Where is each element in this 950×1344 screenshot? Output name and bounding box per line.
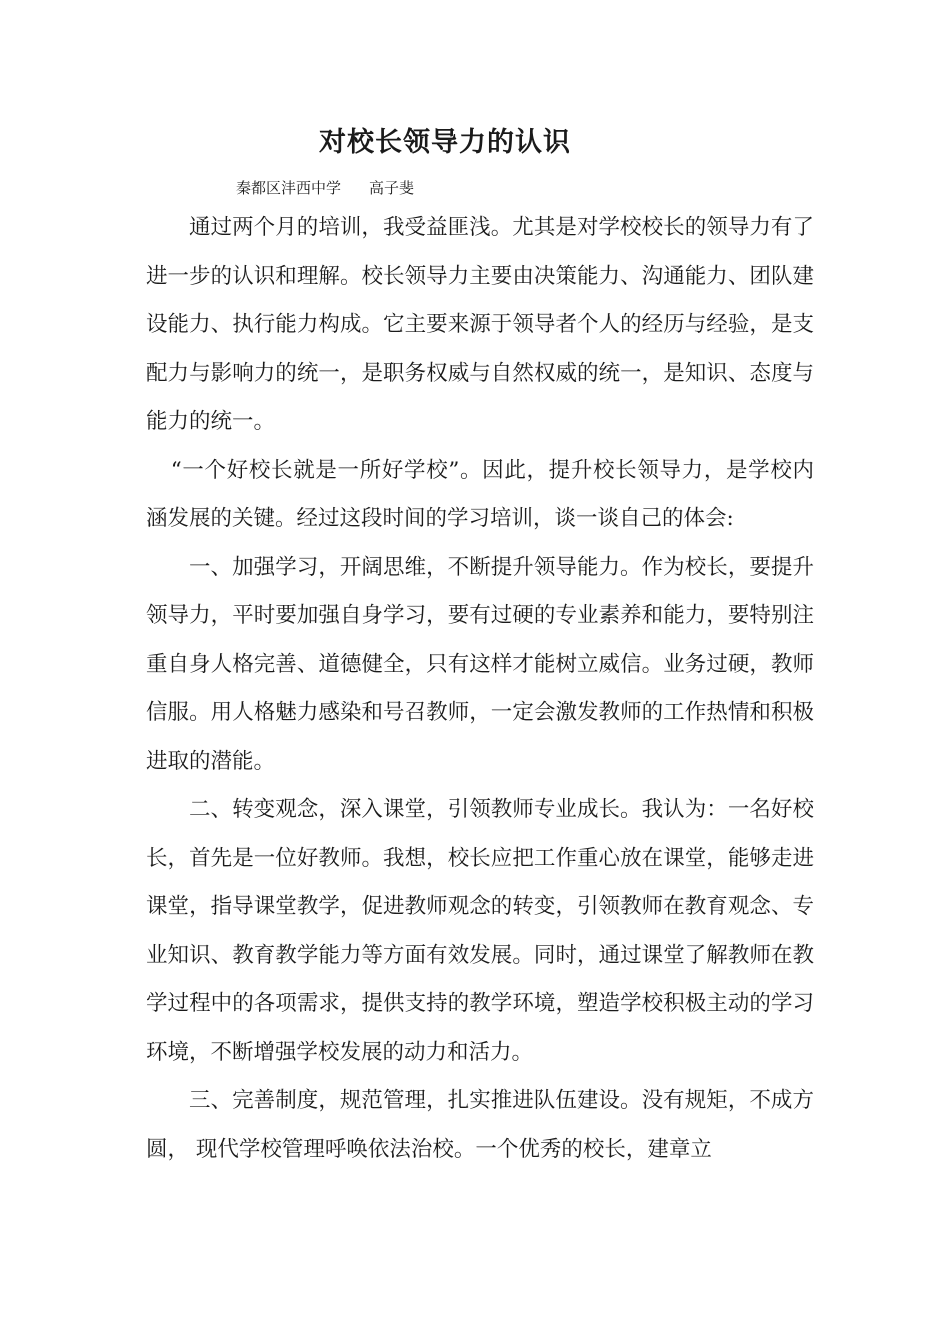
document-body	[146, 204, 814, 1174]
paragraph-intro: 通过两个月的培训，我受益匪浅。尤其是对学校校长的领导力有了进一步的认识和理解。校长领导力主要由决策能力、沟通能力、团队建设能力、执行能力构成。它主要来源于领导者个人的经历与经验，是支配力与影响力的统一，是职务权威与自然权威的统一，是知识、态度与能力的统一。	[146, 215, 814, 434]
document-title: 对校长领导力的认识	[319, 127, 571, 158]
author-school: 秦都区沣西中学	[236, 179, 342, 197]
paragraph-point-two: 二、转变观念，深入课堂，引领教师专业成长。我认为：一名好校长，首先是一位好教师。我想，校长应把工作重心放在课堂，能够走进课堂，指导课堂教学，促进教师观念的转变，引领教师在教育观念、专业知识、教育教学能力等方面有效发展。同时，通过课堂了解教师在教学过程中的各项需求，提供支持的教学环境，塑造学校积极主动的学习环境，不断增强学校发展的动力和活力。	[146, 797, 814, 1065]
author-byline	[236, 177, 414, 198]
paragraph-point-three: 三、完善制度，规范管理，扎实推进队伍建设。没有规矩，不成方圆， 现代学校管理呼唤依法治校。一个优秀的校长，建章立	[146, 1088, 814, 1162]
paragraph-quote: “一个好校长就是一所好学校”。因此，提升校长领导力，是学校内涵发展的关键。经过这段时间的学习培训，谈一谈自己的体会:	[146, 457, 814, 531]
author-name: 高子斐	[369, 179, 415, 197]
paragraph-point-one: 一、加强学习，开阔思维，不断提升领导能力。作为校长，要提升领导力，平时要加强自身学习，要有过硬的专业素养和能力，要特别注重自身人格完善、道德健全，只有这样才能树立威信。业务过硬，教师信服。用人格魅力感染和号召教师，一定会激发教师的工作热情和积极进取的潜能。	[146, 554, 814, 774]
